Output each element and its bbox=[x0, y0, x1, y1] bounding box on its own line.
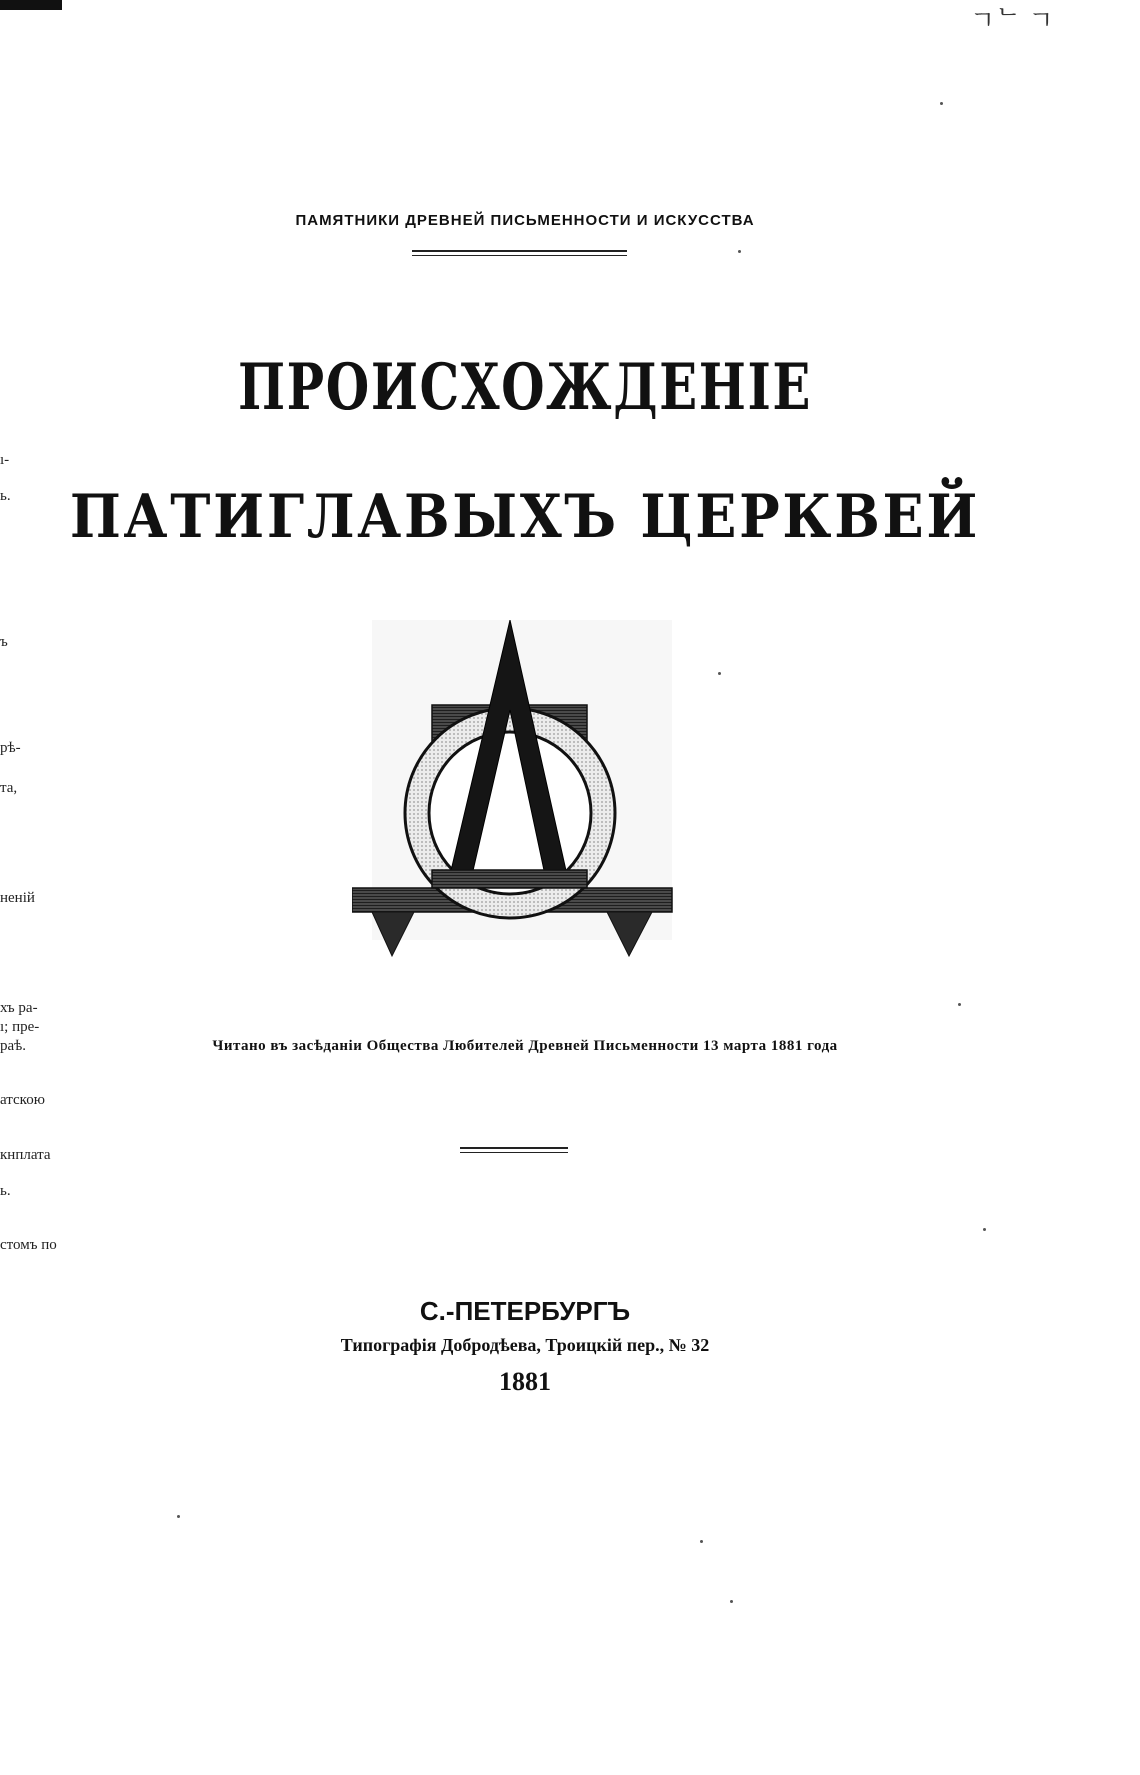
printer-line: Типографія Добродѣева, Троицкій пер., № 32 bbox=[340, 1335, 710, 1355]
scan-speck bbox=[738, 250, 741, 253]
margin-fragment: раѣ. bbox=[0, 1038, 27, 1054]
society-emblem-icon bbox=[352, 620, 692, 960]
divider-rule-thin bbox=[460, 1152, 568, 1153]
scan-speck bbox=[718, 672, 721, 675]
reading-note: Читано въ засѣданіи Общества Любителей Древней Письменности 13 марта 1881 года bbox=[212, 1038, 838, 1054]
series-title: ПАМЯТНИКИ ДРЕВНЕЙ ПИСЬМЕННОСТИ И ИСКУССТВА bbox=[295, 212, 755, 229]
main-title-line-1: ПРОИСХОЖДЕНІЕ bbox=[237, 350, 813, 425]
margin-fragment: атскою bbox=[0, 1092, 45, 1108]
margin-fragment: ь. bbox=[0, 488, 11, 504]
margin-fragment: стомъ по bbox=[0, 1237, 57, 1253]
publication-city: С.-ПЕТЕРБУРГЪ bbox=[419, 1296, 631, 1326]
scan-speck bbox=[983, 1228, 986, 1231]
margin-fragment: неній bbox=[0, 890, 35, 906]
series-rule bbox=[412, 250, 627, 252]
handwritten-mark: ㄱᄂ ㄱ bbox=[970, 6, 1054, 36]
margin-fragment: кнплата bbox=[0, 1147, 51, 1163]
margin-fragment: ı; пре- bbox=[0, 1019, 40, 1035]
main-title-line-2: ПАТИГЛАВЫХЪ ЦЕРКВЕЙ bbox=[69, 482, 981, 552]
scan-speck bbox=[730, 1600, 733, 1603]
top-edge-mark bbox=[0, 0, 62, 10]
margin-fragment: ъ bbox=[0, 634, 8, 650]
series-rule-thin bbox=[412, 255, 627, 256]
publication-year: 1881 bbox=[499, 1367, 551, 1396]
scan-speck bbox=[940, 102, 943, 105]
scan-speck bbox=[177, 1515, 180, 1518]
scan-speck bbox=[958, 1003, 961, 1006]
scan-speck bbox=[700, 1540, 703, 1543]
margin-fragment: хъ ра- bbox=[0, 1000, 38, 1016]
margin-fragment: ь. bbox=[0, 1183, 11, 1199]
divider-rule bbox=[460, 1147, 568, 1149]
margin-fragment: рѣ- bbox=[0, 740, 21, 756]
margin-fragment: та, bbox=[0, 780, 18, 796]
margin-fragment: ı- bbox=[0, 452, 10, 468]
